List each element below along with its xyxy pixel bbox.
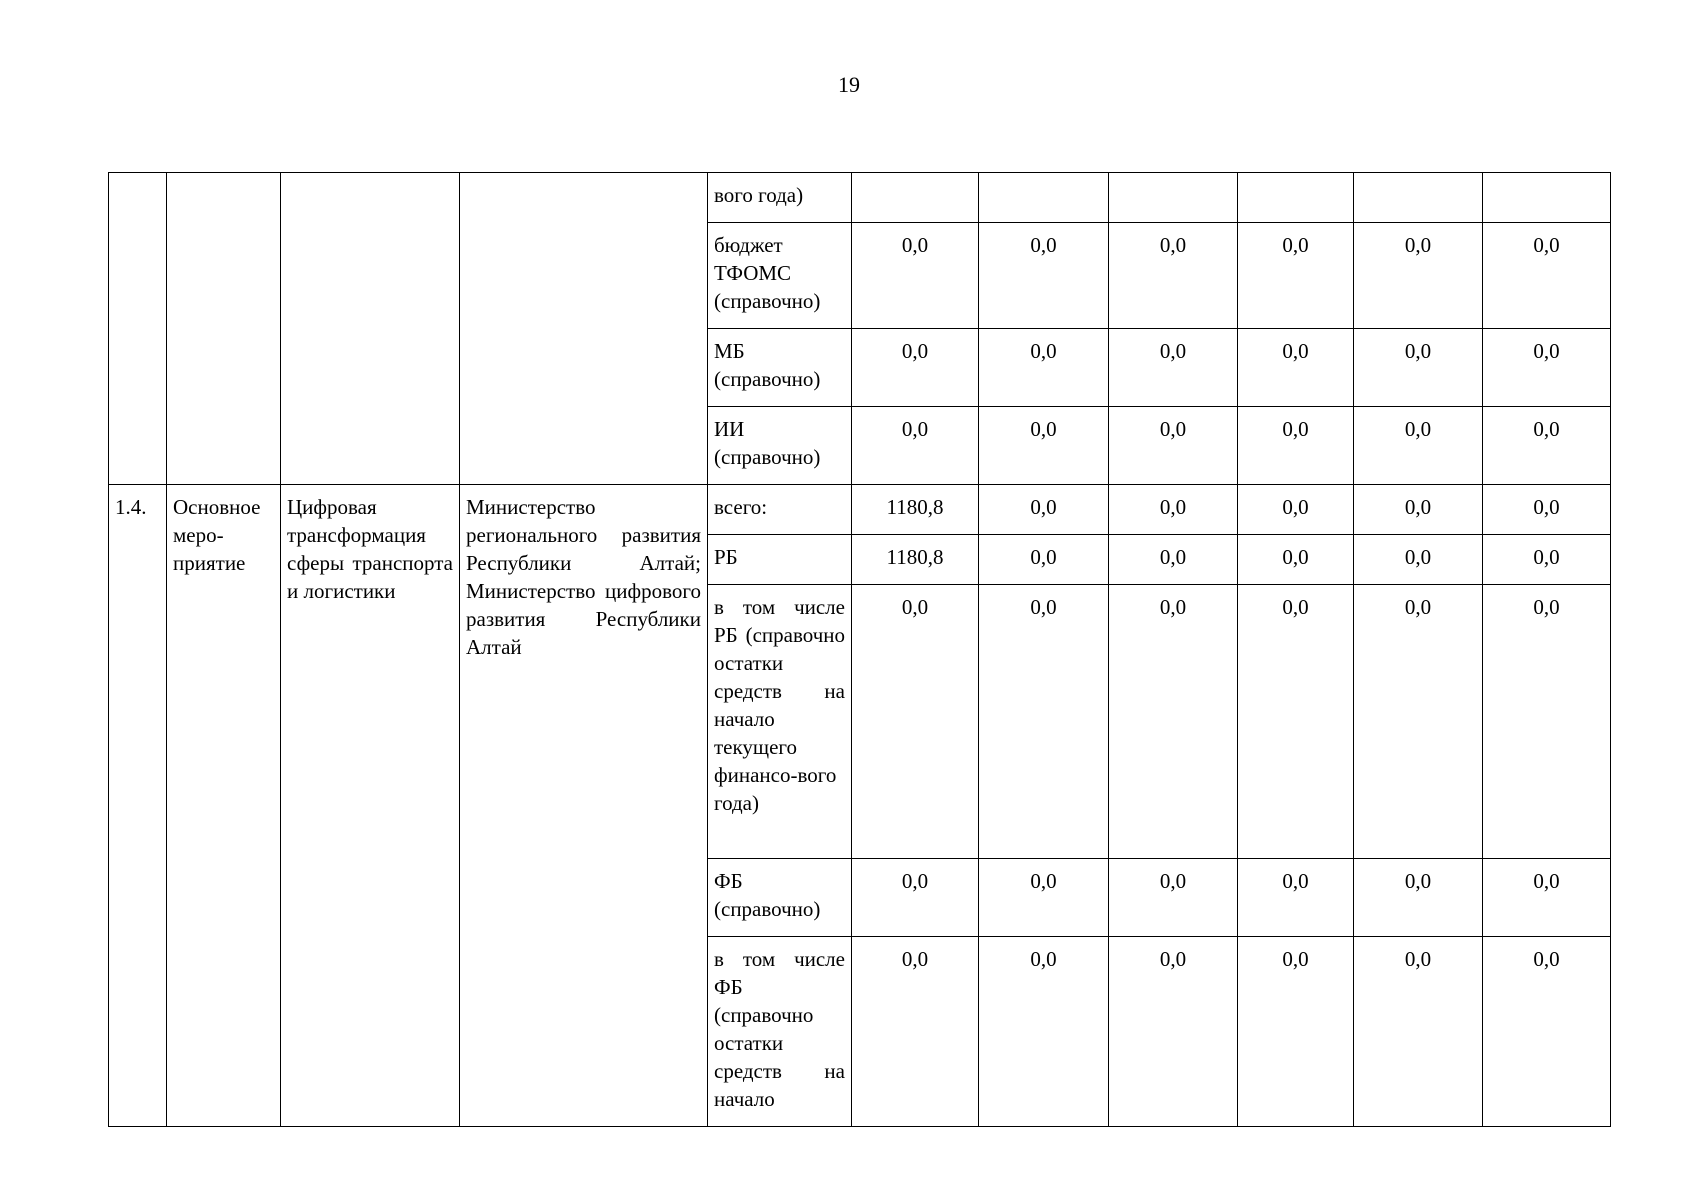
value-cell: 0,0: [1238, 329, 1354, 407]
value-cell: 0,0: [979, 329, 1109, 407]
value-cell: 0,0: [1238, 937, 1354, 1127]
value-cell: 0,0: [1483, 859, 1611, 937]
value-cell: [1354, 173, 1483, 223]
value-cell: 0,0: [852, 937, 979, 1127]
measure-executor-cell: Министерство регионального развития Республики Алтай; Министерство цифрового развития Республики Алтай: [460, 485, 708, 1127]
value-cell: 0,0: [1238, 485, 1354, 535]
funding-source-cell: РБ: [708, 535, 852, 585]
value-cell: 0,0: [1109, 585, 1238, 859]
value-cell: 0,0: [852, 223, 979, 329]
funding-source-cell: ФБ (справочно): [708, 859, 852, 937]
funding-source-cell: бюджет ТФОМС (справочно): [708, 223, 852, 329]
name-cell-empty: [281, 173, 460, 485]
funding-source-cell: в том числе РБ (справочно остатки средств на начало текущего финансо-вого года): [708, 585, 852, 859]
page-number: 19: [838, 72, 860, 97]
value-cell: 0,0: [1238, 859, 1354, 937]
value-cell: [1238, 173, 1354, 223]
value-cell: 0,0: [1109, 535, 1238, 585]
value-cell: 0,0: [852, 329, 979, 407]
value-cell: 0,0: [1109, 329, 1238, 407]
number-cell-empty: [109, 173, 167, 485]
value-cell: 0,0: [979, 485, 1109, 535]
value-cell: 0,0: [1483, 937, 1611, 1127]
value-cell: 0,0: [1109, 937, 1238, 1127]
value-cell: 0,0: [852, 859, 979, 937]
executor-cell-empty: [460, 173, 708, 485]
measure-name-cell: Цифровая трансформация сферы транспорта и логистики: [281, 485, 460, 1127]
value-cell: 0,0: [1354, 407, 1483, 485]
value-cell: 0,0: [1238, 223, 1354, 329]
value-cell: 0,0: [1354, 535, 1483, 585]
value-cell: 0,0: [1483, 407, 1611, 485]
value-cell: 0,0: [1483, 585, 1611, 859]
funding-source-cell: ИИ (справочно): [708, 407, 852, 485]
value-cell: [852, 173, 979, 223]
value-cell: 0,0: [1354, 937, 1483, 1127]
budget-table: [108, 172, 1611, 1127]
value-cell: [1109, 173, 1238, 223]
value-cell: 0,0: [1354, 585, 1483, 859]
value-cell: 0,0: [1109, 485, 1238, 535]
value-cell: 1180,8: [852, 485, 979, 535]
value-cell: 0,0: [979, 937, 1109, 1127]
measure-status-cell: Основное меро-приятие: [167, 485, 281, 1127]
value-cell: 0,0: [979, 859, 1109, 937]
value-cell: 0,0: [1109, 407, 1238, 485]
funding-source-cell: МБ (справочно): [708, 329, 852, 407]
value-cell: [1483, 173, 1611, 223]
value-cell: 0,0: [1109, 223, 1238, 329]
value-cell: 0,0: [1483, 223, 1611, 329]
table-row: [109, 173, 1611, 223]
value-cell: 0,0: [1354, 223, 1483, 329]
funding-source-cell: в том числе ФБ (справочно остатки средств на начало: [708, 937, 852, 1127]
measure-number-cell: 1.4.: [109, 485, 167, 1127]
status-cell-empty: [167, 173, 281, 485]
funding-source-cell: вого года): [708, 173, 852, 223]
funding-source-cell: всего:: [708, 485, 852, 535]
value-cell: 0,0: [979, 223, 1109, 329]
value-cell: 0,0: [979, 407, 1109, 485]
value-cell: 0,0: [1483, 535, 1611, 585]
value-cell: 1180,8: [852, 535, 979, 585]
value-cell: 0,0: [1483, 485, 1611, 535]
value-cell: 0,0: [979, 535, 1109, 585]
value-cell: 0,0: [852, 407, 979, 485]
value-cell: 0,0: [1354, 485, 1483, 535]
value-cell: 0,0: [1238, 585, 1354, 859]
value-cell: 0,0: [852, 585, 979, 859]
value-cell: 0,0: [1238, 535, 1354, 585]
value-cell: 0,0: [1354, 859, 1483, 937]
value-cell: 0,0: [1109, 859, 1238, 937]
value-cell: 0,0: [979, 585, 1109, 859]
value-cell: 0,0: [1238, 407, 1354, 485]
value-cell: [979, 173, 1109, 223]
table-row: [109, 485, 1611, 535]
value-cell: 0,0: [1483, 329, 1611, 407]
value-cell: 0,0: [1354, 329, 1483, 407]
